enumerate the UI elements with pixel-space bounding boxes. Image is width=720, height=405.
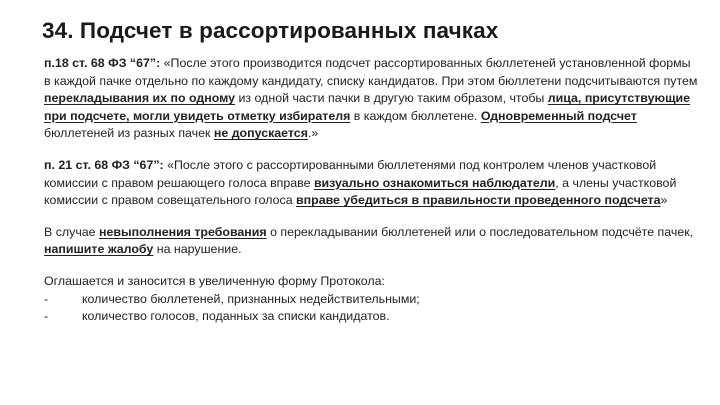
text: .» bbox=[307, 126, 319, 141]
text: бюллетеней из разных пачек bbox=[44, 126, 214, 141]
text: в каждом бюллетене. bbox=[350, 108, 481, 123]
emphasis: напишите жалобу bbox=[44, 242, 154, 257]
emphasis: визуально ознакомиться наблюдатели bbox=[313, 175, 556, 190]
emphasis: лица, присутствующие при подсчете, могли увидеть отметку избирателя bbox=[44, 91, 691, 123]
text: «После этого производится подсчет рассортированных бюллетеней установленной формы в каждой пачке отдельно по каждому кандидату, списку кандидатов. При этом бюллетени подсчитываются путем bbox=[44, 56, 698, 88]
text: «После этого с рассортированными бюллетенями под контролем членов участковой комиссии с правом решающего голоса вправе bbox=[44, 157, 657, 190]
paragraph-clause-18 bbox=[44, 55, 700, 143]
text: В случае bbox=[44, 224, 100, 239]
text: о перекладывании бюллетеней или о последовательном подсчёте пачек, bbox=[266, 224, 694, 239]
bullet-dash: - bbox=[44, 309, 49, 324]
protocol-items-list bbox=[44, 291, 700, 326]
paragraph-protocol: Оглашается и заносится в увеличенную форму Протокола: bbox=[44, 273, 385, 288]
law-reference: п.18 ст. 68 ФЗ “67”: bbox=[44, 56, 161, 70]
emphasis: Одновременный подсчет bbox=[480, 108, 637, 123]
law-reference: п. 21 ст. 68 ФЗ “67”: bbox=[44, 157, 164, 172]
bullet-dash: - bbox=[44, 291, 49, 306]
emphasis: перекладывания их по одному bbox=[44, 91, 236, 106]
paragraph-clause-21 bbox=[44, 157, 700, 210]
text: на нарушение. bbox=[153, 242, 242, 257]
text: , а члены участковой комиссии с правом совещательного голоса bbox=[44, 175, 677, 208]
list-item-text: количество бюллетеней, признанных недействительными; bbox=[82, 291, 420, 306]
emphasis: вправе убедиться в правильности проведенного подсчета bbox=[296, 193, 661, 208]
list-item bbox=[44, 291, 700, 309]
text: из одной части пачки в другую таким образом, чтобы bbox=[235, 91, 548, 106]
slide-title: 34. Подсчет в рассортированных пачках bbox=[42, 18, 499, 43]
list-item-text: количество голосов, поданных за списки кандидатов. bbox=[82, 309, 390, 324]
list-item bbox=[44, 308, 700, 326]
emphasis: невыполнения требования bbox=[99, 224, 267, 239]
emphasis: не допускается bbox=[213, 126, 308, 141]
text: » bbox=[660, 193, 668, 208]
paragraph-complaint bbox=[44, 224, 700, 259]
